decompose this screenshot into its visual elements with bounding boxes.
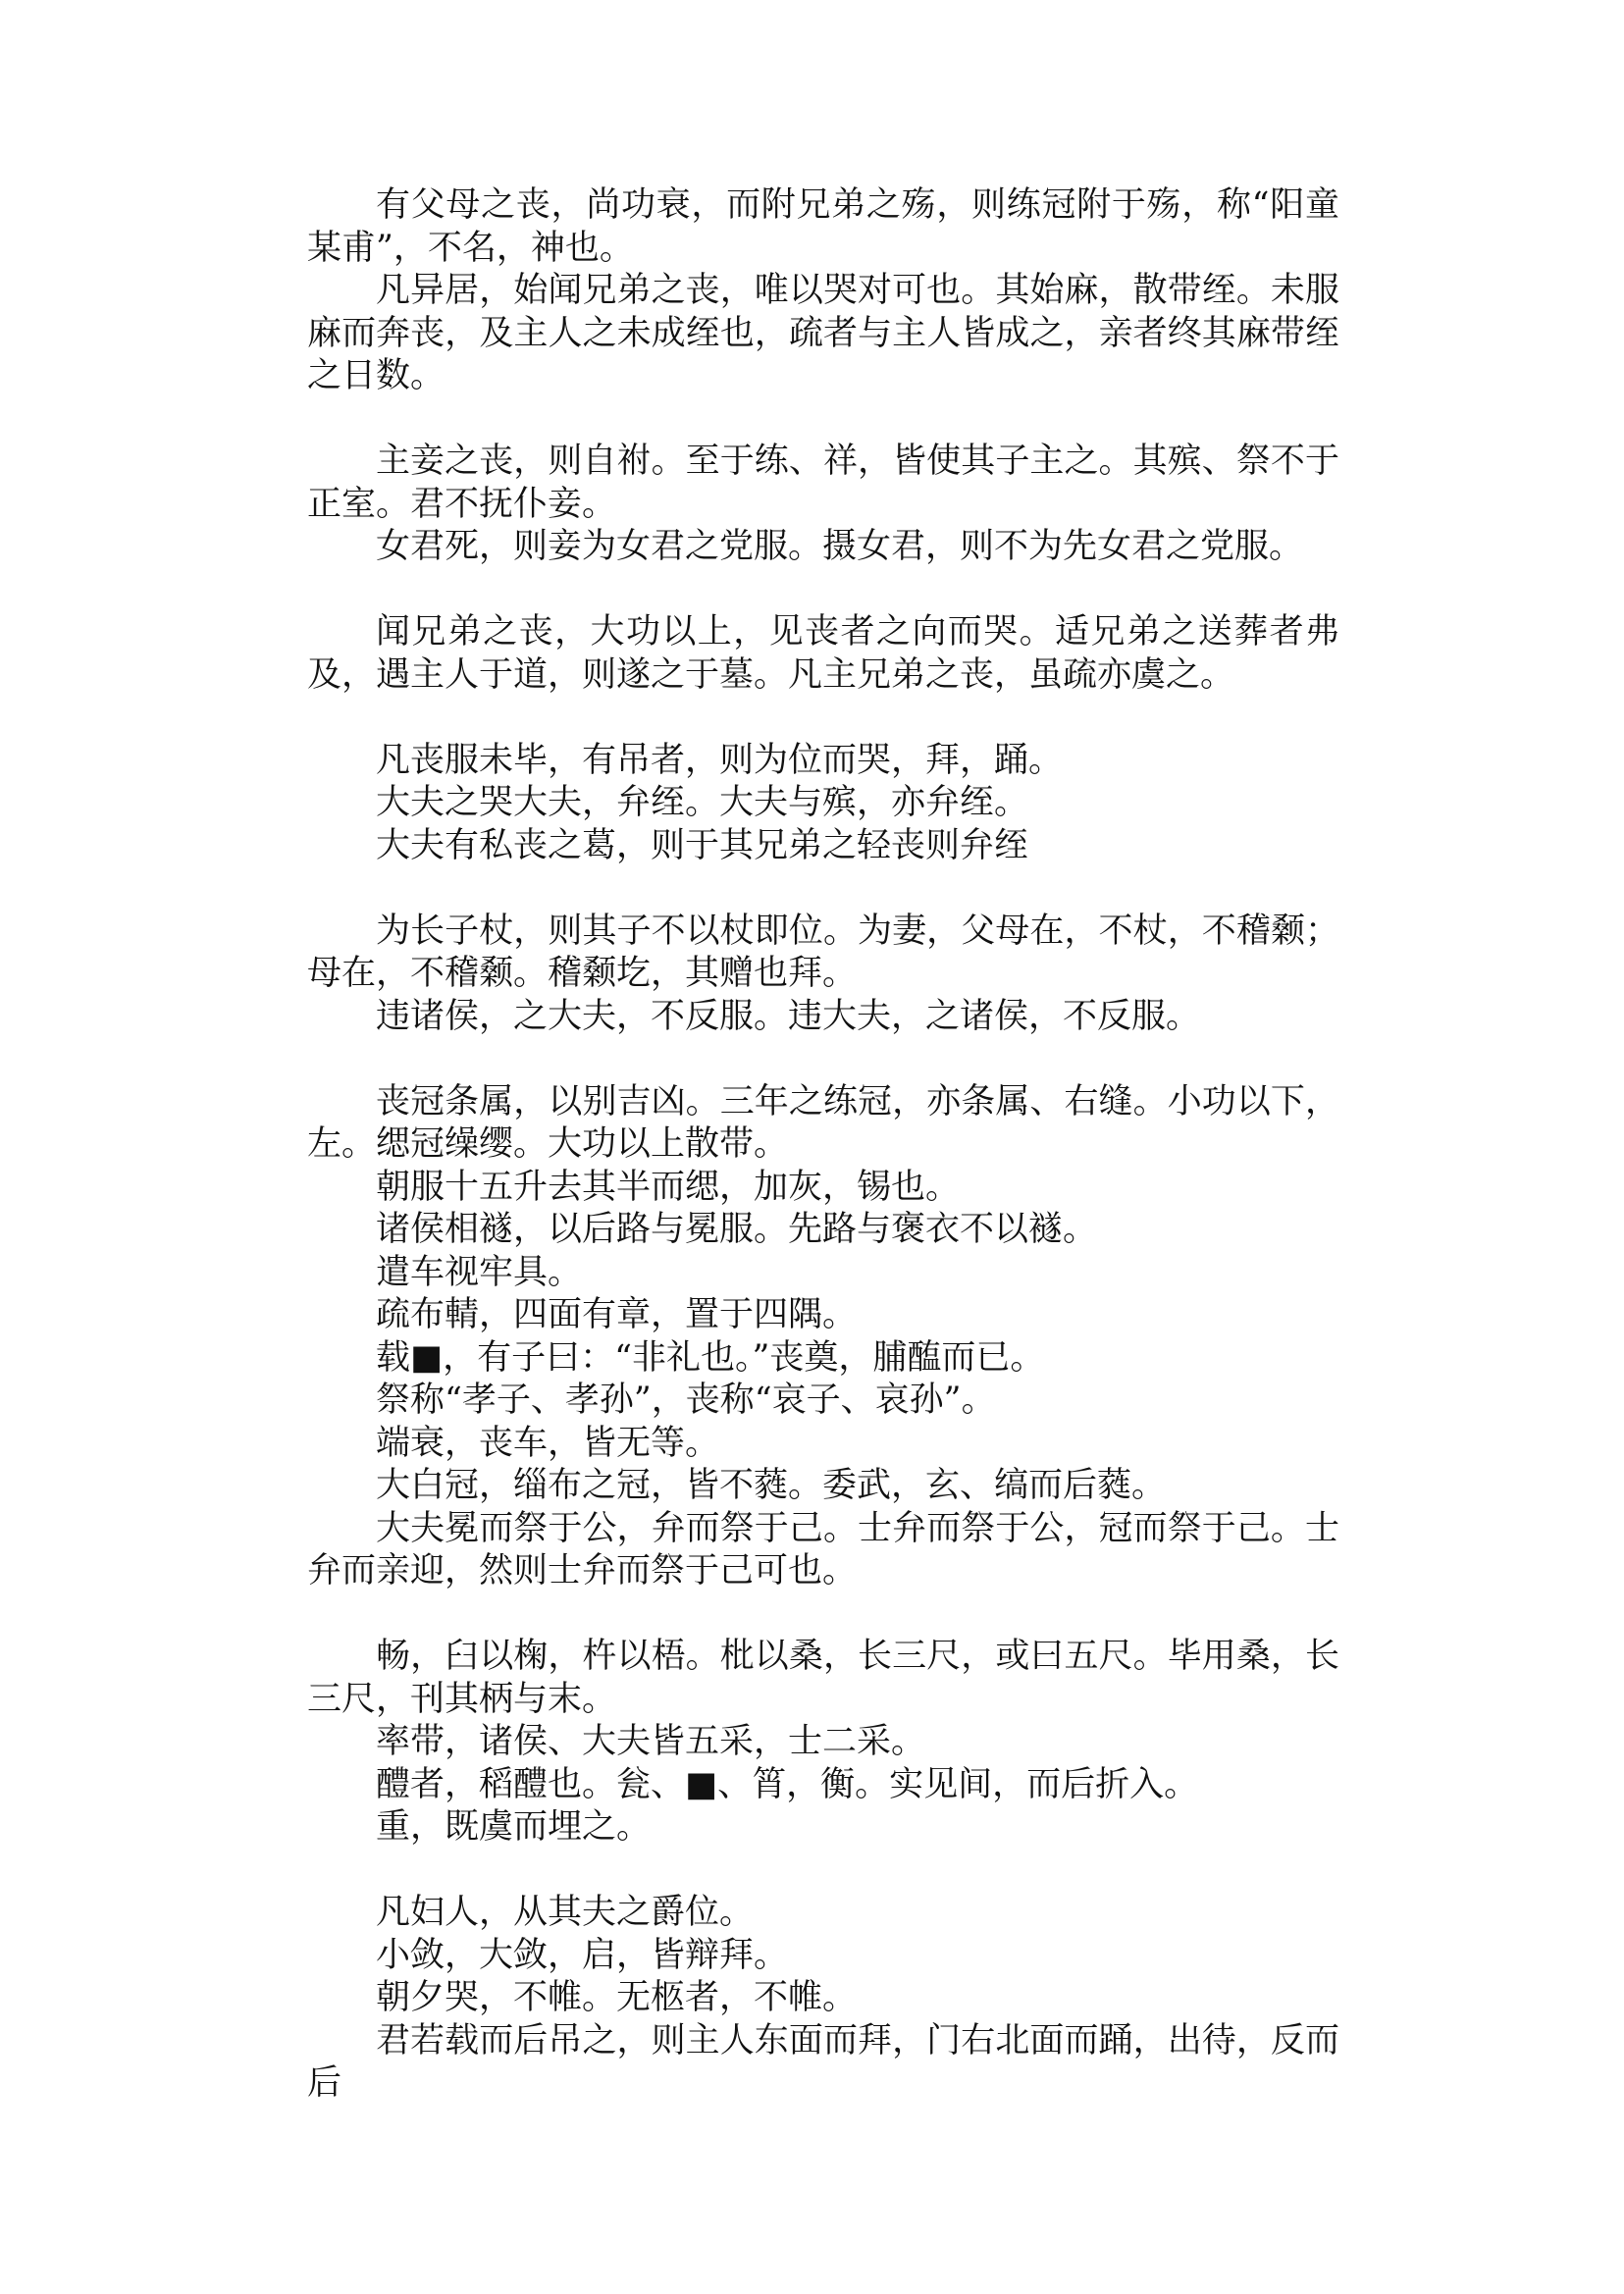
paragraph: 丧冠条属，以别吉凶。三年之练冠，亦条属、右缝。小功以下，左。缌冠缲缨。大功以上散带。 [307,1081,1339,1164]
paragraph: 大夫有私丧之葛，则于其兄弟之轻丧则弁绖 [376,825,1029,865]
text-block [307,1892,1339,2106]
paragraph: 率带，诸侯、大夫皆五采，士二采。 [376,1722,926,1761]
paragraph: 凡妇人，从其夫之爵位。 [376,1893,755,1932]
blank-line [307,569,1339,612]
paragraph: 为长子杖，则其子不以杖即位。为妻，父母在，不杖，不稽颡；母在，不稽颡。稽颡圪，其赠也拜。 [307,911,1339,993]
text-block [307,611,1339,697]
text-block [307,184,1339,398]
paragraph: 端衰，丧车，皆无等。 [376,1423,720,1463]
paragraph: 凡丧服未毕，有吊者，则为位而哭，拜，踊。 [376,740,1064,780]
paragraph: 小敛，大敛，启，皆辩拜。 [376,1935,789,1975]
blank-line [307,1850,1339,1893]
paragraph: 醴者，稻醴也。瓮、■、筲，衡。实见间，而后折入。 [376,1764,1199,1804]
text-block [307,911,1339,1039]
paragraph: 女君死，则妾为女君之党服。摄女君，则不为先女君之党服。 [376,527,1304,566]
text-block [307,1636,1339,1850]
paragraph: 疏布輤，四面有章，置于四隅。 [376,1295,858,1334]
paragraph: 主妾之丧，则自祔。至于练、祥，皆使其子主之。其殡、祭不于正室。君不抚仆妾。 [307,442,1339,524]
blank-line [307,1038,1339,1081]
blank-line [307,398,1339,442]
paragraph: 君若载而后吊之，则主人东面而拜，门右北面而踊，出待，反而后 [307,2020,1339,2103]
paragraph: 朝服十五升去其半而缌，加灰，锡也。 [376,1167,961,1207]
text-block [307,441,1339,569]
blank-line [307,1593,1339,1637]
paragraph: 凡异居，始闻兄弟之丧，唯以哭对可也。其始麻，散带绖。未服麻而奔丧，及主人之未成绖也，疏者与主人皆成之，亲者终其麻带绖之日数。 [307,271,1339,395]
blank-line [307,697,1339,740]
paragraph: 有父母之丧，尚功衰，而附兄弟之殇，则练冠附于殇，称“阳童某甫”，不名，神也。 [307,185,1339,268]
text-block [307,1081,1339,1593]
paragraph: 闻兄弟之丧，大功以上，见丧者之向而哭。适兄弟之送葬者弗及，遇主人于道，则遂之于墓。凡主兄弟之丧，虽疏亦虞之。 [307,612,1339,695]
paragraph: 畅，臼以椈，杵以梧。枇以桑，长三尺，或曰五尺。毕用桑，长三尺，刊其柄与末。 [307,1637,1339,1719]
blank-line [307,867,1339,911]
paragraph: 重，既虞而埋之。 [376,1807,652,1847]
paragraph: 诸侯相襚，以后路与冕服。先路与褒衣不以襚。 [376,1210,1098,1249]
paragraph: 朝夕哭，不帷。无柩者，不帷。 [376,1978,858,2017]
paragraph: 载■，有子曰：“非礼也。”丧奠，脯醢而已。 [376,1337,1045,1378]
paragraph: 遣车视牢具。 [376,1252,583,1292]
paragraph: 违诸侯，之大夫，不反服。违大夫，之诸侯，不反服。 [376,996,1201,1036]
paragraph: 祭称“孝子、孝孙”，丧称“哀子、哀孙”。 [376,1381,996,1420]
paragraph: 大夫之哭大夫，弁绖。大夫与殡，亦弁绖。 [376,783,1029,822]
paragraph: 大夫冕而祭于公，弁而祭于己。士弁而祭于公，冠而祭于己。士弁而亲迎，然则士弁而祭于己可也。 [307,1508,1339,1590]
paragraph: 大白冠，缁布之冠，皆不蕤。委武，玄、缟而后蕤。 [376,1466,1167,1505]
text-block [307,740,1339,868]
document-page [307,184,1339,2106]
